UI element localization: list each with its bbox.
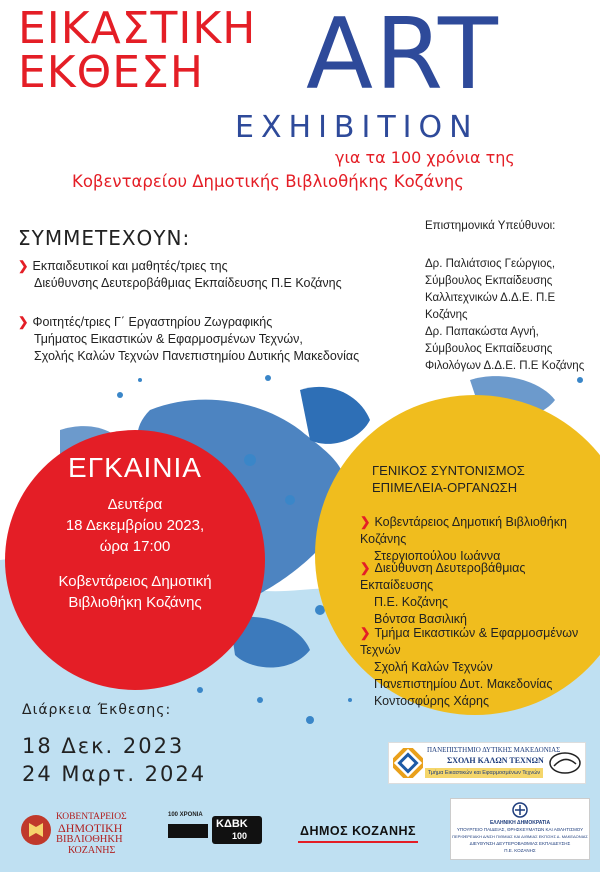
coordination-item-1: ❯ Κοβεντάρειος Δημοτική Βιβλιοθήκη Κοζάνης Στεργιοπούλου Ιωάννα [360, 515, 567, 563]
municipality-logo: ΔΗΜΟΣ ΚΟΖΑΝΗΣ [300, 824, 417, 838]
subtitle-line-2: Κοβενταρείου Δημοτικής Βιβλιοθήκης Κοζάνης [72, 172, 464, 191]
subtitle-line-1: για τα 100 χρόνια της [335, 148, 515, 167]
department-logo-icon [549, 752, 581, 774]
title-line-1: ΕΙΚΑΣΤΙΚΗ [18, 3, 257, 54]
coordination-item-2: ❯ Διεύθυνση Δευτεροβάθμιας Εκπαίδευσης Π.Ε. Κοζάνης Βόντσα Βασιλική [360, 561, 526, 626]
uowm-logo: ΠΑΝΕΠΙΣΤΗΜΙΟ ΔΥΤΙΚΗΣ ΜΑΚΕΔΟΝΙΑΣ ΣΧΟΛΗ ΚΑΛΩΝ ΤΕΧΝΩΝ Τμήμα Εικαστικών και Εφαρμοσμένων Τεχνών [388, 742, 586, 784]
participants-item-2: ❯ Φοιτητές/τριες Γ΄ Εργαστηρίου Ζωγραφικής Τμήματος Εικαστικών & Εφαρμοσμένων Τεχνών, Σχολής Καλών Τεχνών Πανεπιστημίου Δυτικής Μακεδονίας [18, 315, 360, 363]
greek-emblem-icon [512, 802, 528, 818]
arrow-icon: ❯ [360, 626, 371, 640]
duration-label: Διάρκεια Έκθεσης: [22, 702, 172, 718]
scientific-heading: Επιστημονικά Υπεύθυνοι: [425, 220, 556, 232]
arrow-icon: ❯ [18, 259, 29, 273]
participants-heading: ΣΥΜΜΕΤΕΧΟΥΝ: [18, 226, 191, 250]
arrow-icon: ❯ [18, 315, 29, 329]
title-exhibition: EXHIBITION [235, 110, 479, 145]
kdbk-dark-strip [168, 824, 208, 838]
coordination-heading: ΓΕΝΙΚΟΣ ΣΥΝΤΟΝΙΣΜΟΣ ΕΠΙΜΕΛΕΙΑ-ΟΡΓΑΝΩΣΗ [372, 463, 525, 495]
arrow-icon: ❯ [360, 515, 371, 529]
participants-item-1: ❯ Εκπαιδευτικοί και μαθητές/τριες της Διεύθυνσης Δευτεροβάθμιας Εκπαίδευσης Π.Ε Κοζάνης [18, 259, 342, 290]
ministry-logo: ΕΛΛΗΝΙΚΗ ΔΗΜΟΚΡΑΤΙΑ ΥΠΟΥΡΓΕΙΟ ΠΑΙΔΕΙΑΣ, ΘΡΗΣΚΕΥΜΑΤΩΝ ΚΑΙ ΑΘΛΗΤΙΣΜΟΥ ΠΕΡΙΦΕΡΕΙΑΚΗ Δ/ΝΣΗ Π/ΘΜΙΑΣ ΚΑΙ Δ/ΘΜΙΑΣ ΕΚΠ/ΣΗΣ Δ. ΜΑΚΕΔΟΝΙΑΣ ΔΙΕΥΘΥΝΣΗ ΔΕΥΤΕΡΟΒΑΘΜΙΑΣ ΕΚΠΑΙΔΕΥΣΗΣ Π.Ε. ΚΟΖΑΝΗΣ [450, 798, 590, 860]
title-art: ART [306, 0, 500, 112]
scientific-person-2: Δρ. Παπακώστα Αγνή, Σύμβουλος Εκπαίδευσης Φιλολόγων Δ.Δ.Ε. Π.Ε Κοζάνης [425, 326, 585, 372]
municipality-underline [298, 841, 418, 843]
kdbk-100-logo: 100 ΧΡΟΝΙΑ ΚΔΒΚ 100 [168, 812, 266, 848]
duration-to: 24 Μαρτ. 2024 [22, 762, 207, 786]
coordination-item-3: ❯ Τμήμα Εικαστικών & Εφαρμοσμένων Τεχνών Σχολή Καλών Τεχνών Πανεπιστημίου Δυτ. Μακεδονίας Κοντοσφύρης Χάρης [360, 626, 579, 708]
uowm-emblem-icon [393, 748, 423, 778]
opening-block: ΕΓΚΑΙΝΙΑ Δευτέρα 18 Δεκεμβρίου 2023, ώρα 17:00 Κοβεντάρειος Δημοτική Βιβλιοθήκη Κοζάνης [20, 452, 250, 613]
scientific-person-1: Δρ. Παλιάτσιος Γεώργιος, Σύμβουλος Εκπαίδευσης Καλλιτεχνικών Δ.Δ.Ε. Π.Ε Κοζάνης [425, 258, 556, 321]
library-emblem-icon [20, 814, 52, 846]
duration-from: 18 Δεκ. 2023 [22, 734, 185, 758]
library-logo: ΚΟΒΕΝΤΑΡΕΙΟΣ ΔΗΜΟΤΙΚΗ ΒΙΒΛΙΟΘΗΚΗ ΚΟΖΑΝΗΣ [20, 808, 160, 858]
arrow-icon: ❯ [360, 561, 371, 575]
opening-heading: ΕΓΚΑΙΝΙΑ [68, 452, 202, 483]
title-line-2: ΕΚΘΕΣΗ [18, 47, 204, 98]
